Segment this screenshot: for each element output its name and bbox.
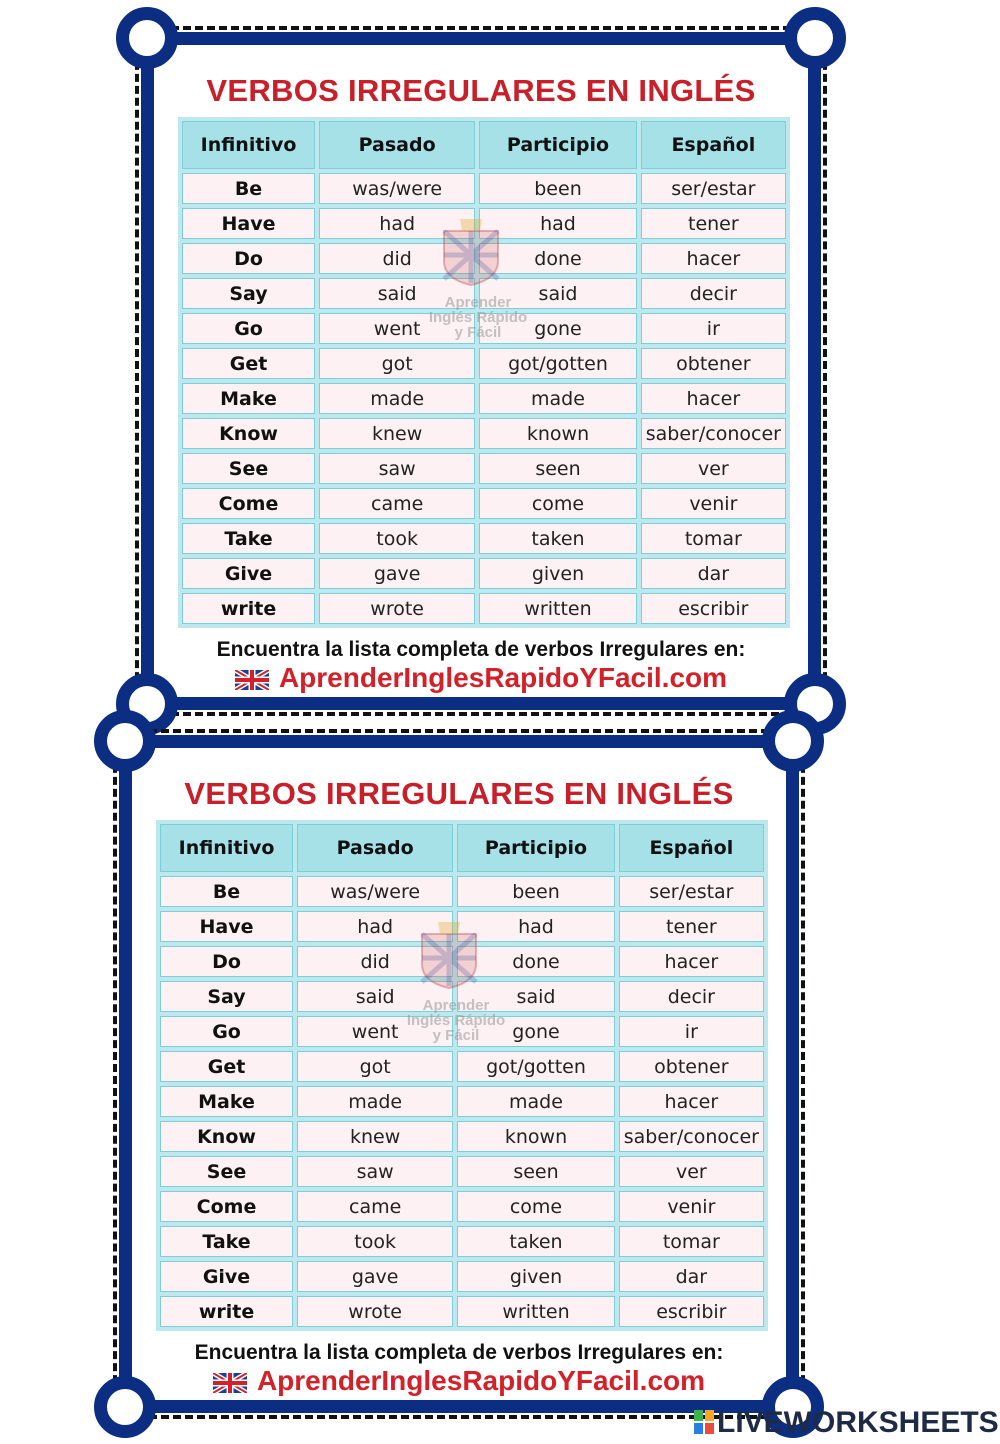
column-header: Infinitivo — [182, 121, 315, 169]
past-cell: saw — [319, 453, 475, 484]
infinitive-cell: write — [182, 593, 315, 624]
past-cell: gave — [297, 1261, 453, 1292]
infinitive-cell: Come — [182, 488, 315, 519]
spanish-cell: ver — [619, 1156, 764, 1187]
past-cell: knew — [319, 418, 475, 449]
table-header-row — [182, 121, 786, 169]
footer-text: Encuentra la lista completa de verbos Irregulares en: — [216, 638, 746, 661]
table-row — [160, 876, 764, 907]
spanish-cell: escribir — [619, 1296, 764, 1327]
column-header: Pasado — [319, 121, 475, 169]
participle-cell: said — [457, 981, 614, 1012]
infinitive-cell: Be — [182, 173, 315, 204]
participle-cell: gone — [479, 313, 636, 344]
spanish-cell: hacer — [619, 946, 764, 977]
past-cell: did — [297, 946, 453, 977]
footer-text: Encuentra la lista completa de verbos Irregulares en: — [194, 1341, 724, 1364]
watermark-text: Aprender Inglés Rápido y Fácil — [428, 294, 528, 341]
table-row — [182, 453, 786, 484]
participle-cell: taken — [479, 523, 636, 554]
infinitive-cell: Go — [182, 313, 315, 344]
participle-cell: made — [479, 383, 636, 414]
infinitive-cell: Take — [160, 1226, 293, 1257]
page-title: VERBOS IRREGULARES EN INGLÉS — [184, 776, 734, 811]
footer-link[interactable] — [154, 662, 808, 694]
spanish-cell: saber/conocer — [619, 1121, 764, 1152]
infinitive-cell: Do — [160, 946, 293, 977]
past-cell: made — [319, 383, 475, 414]
frame-corner — [94, 710, 156, 772]
participle-cell: got/gotten — [479, 348, 636, 379]
infinitive-cell: See — [160, 1156, 293, 1187]
footer-url-text[interactable]: AprenderInglesRapidoYFacil.com — [256, 1365, 706, 1396]
frame-corner — [762, 710, 824, 772]
worksheet-card-1 — [135, 26, 827, 716]
infinitive-cell: Go — [160, 1016, 293, 1047]
table-row — [160, 1156, 764, 1187]
column-header: Pasado — [297, 824, 453, 872]
participle-cell: been — [457, 876, 614, 907]
infinitive-cell: Be — [160, 876, 293, 907]
past-cell: was/were — [297, 876, 453, 907]
table-row — [182, 523, 786, 554]
past-cell: came — [297, 1191, 453, 1222]
participle-cell: come — [457, 1191, 614, 1222]
past-cell: wrote — [297, 1296, 453, 1327]
frame-corner — [784, 7, 846, 69]
past-cell: took — [297, 1226, 453, 1257]
table-row — [182, 558, 786, 589]
table-row — [160, 1051, 764, 1082]
table-row — [182, 593, 786, 624]
column-header: Español — [641, 121, 786, 169]
participle-cell: had — [479, 208, 636, 239]
spanish-cell: obtener — [619, 1051, 764, 1082]
table-row — [182, 173, 786, 204]
liveworksheets-brand[interactable] — [693, 1406, 999, 1439]
participle-cell: seen — [457, 1156, 614, 1187]
spanish-cell: tomar — [641, 523, 786, 554]
watermark-text: Aprender Inglés Rápido y Fácil — [406, 997, 506, 1044]
infinitive-cell: Do — [182, 243, 315, 274]
past-cell: gave — [319, 558, 475, 589]
column-header: Español — [619, 824, 764, 872]
spanish-cell: dar — [619, 1261, 764, 1292]
spanish-cell: hacer — [641, 383, 786, 414]
spanish-cell: tener — [619, 911, 764, 942]
page-title: VERBOS IRREGULARES EN INGLÉS — [206, 73, 756, 108]
spanish-cell: tener — [641, 208, 786, 239]
column-header: Participio — [479, 121, 636, 169]
infinitive-cell: Make — [182, 383, 315, 414]
past-cell: went — [319, 313, 475, 344]
table-row — [160, 1226, 764, 1257]
frame-corner — [116, 7, 178, 69]
worksheet-card-2 — [113, 729, 805, 1419]
infinitive-cell: Give — [160, 1261, 293, 1292]
spanish-cell: ir — [619, 1016, 764, 1047]
table-row — [182, 488, 786, 519]
column-header: Infinitivo — [160, 824, 293, 872]
infinitive-cell: Get — [160, 1051, 293, 1082]
table-row — [182, 383, 786, 414]
participle-cell: done — [479, 243, 636, 274]
past-cell: said — [319, 278, 475, 309]
watermark-logo-icon — [438, 217, 504, 287]
infinitive-cell: Give — [182, 558, 315, 589]
participle-cell: gone — [457, 1016, 614, 1047]
watermark-logo-icon — [416, 920, 482, 990]
footer-link[interactable] — [132, 1365, 786, 1397]
participle-cell: had — [457, 911, 614, 942]
infinitive-cell: Take — [182, 523, 315, 554]
table-row — [182, 418, 786, 449]
participle-cell: been — [479, 173, 636, 204]
table-row — [160, 1261, 764, 1292]
verbs-table — [178, 117, 790, 628]
card-frame — [119, 735, 799, 1413]
participle-cell: said — [479, 278, 636, 309]
past-cell: knew — [297, 1121, 453, 1152]
participle-cell: given — [479, 558, 636, 589]
spanish-cell: venir — [619, 1191, 764, 1222]
table-header-row — [160, 824, 764, 872]
participle-cell: seen — [479, 453, 636, 484]
infinitive-cell: Have — [160, 911, 293, 942]
participle-cell: come — [479, 488, 636, 519]
past-cell: got — [319, 348, 475, 379]
table-row — [160, 1191, 764, 1222]
liveworksheets-logo-icon — [693, 1409, 715, 1435]
past-cell: went — [297, 1016, 453, 1047]
table-row — [182, 348, 786, 379]
spanish-cell: ir — [641, 313, 786, 344]
infinitive-cell: Make — [160, 1086, 293, 1117]
past-cell: took — [319, 523, 475, 554]
infinitive-cell: Get — [182, 348, 315, 379]
spanish-cell: hacer — [641, 243, 786, 274]
column-header: Participio — [457, 824, 614, 872]
spanish-cell: saber/conocer — [641, 418, 786, 449]
table-row — [160, 1121, 764, 1152]
infinitive-cell: Know — [160, 1121, 293, 1152]
liveworksheets-text: LIVEWORKSHEETS — [717, 1406, 999, 1439]
spanish-cell: obtener — [641, 348, 786, 379]
infinitive-cell: Say — [182, 278, 315, 309]
spanish-cell: escribir — [641, 593, 786, 624]
infinitive-cell: write — [160, 1296, 293, 1327]
infinitive-cell: See — [182, 453, 315, 484]
past-cell: was/were — [319, 173, 475, 204]
infinitive-cell: Come — [160, 1191, 293, 1222]
participle-cell: taken — [457, 1226, 614, 1257]
spanish-cell: decir — [641, 278, 786, 309]
spanish-cell: dar — [641, 558, 786, 589]
participle-cell: written — [479, 593, 636, 624]
past-cell: came — [319, 488, 475, 519]
uk-flag-icon — [235, 670, 269, 690]
spanish-cell: tomar — [619, 1226, 764, 1257]
card-frame — [141, 32, 821, 710]
spanish-cell: ser/estar — [641, 173, 786, 204]
participle-cell: known — [457, 1121, 614, 1152]
participle-cell: given — [457, 1261, 614, 1292]
past-cell: wrote — [319, 593, 475, 624]
participle-cell: written — [457, 1296, 614, 1327]
spanish-cell: decir — [619, 981, 764, 1012]
past-cell: made — [297, 1086, 453, 1117]
infinitive-cell: Have — [182, 208, 315, 239]
spanish-cell: ver — [641, 453, 786, 484]
past-cell: saw — [297, 1156, 453, 1187]
table-row — [160, 1086, 764, 1117]
infinitive-cell: Say — [160, 981, 293, 1012]
participle-cell: known — [479, 418, 636, 449]
past-cell: did — [319, 243, 475, 274]
past-cell: had — [297, 911, 453, 942]
past-cell: had — [319, 208, 475, 239]
participle-cell: done — [457, 946, 614, 977]
table-row — [160, 1296, 764, 1327]
uk-flag-icon — [213, 1373, 247, 1393]
verbs-table — [156, 820, 768, 1331]
past-cell: got — [297, 1051, 453, 1082]
spanish-cell: hacer — [619, 1086, 764, 1117]
spanish-cell: venir — [641, 488, 786, 519]
participle-cell: made — [457, 1086, 614, 1117]
infinitive-cell: Know — [182, 418, 315, 449]
participle-cell: got/gotten — [457, 1051, 614, 1082]
spanish-cell: ser/estar — [619, 876, 764, 907]
footer-url-text[interactable]: AprenderInglesRapidoYFacil.com — [278, 662, 728, 693]
past-cell: said — [297, 981, 453, 1012]
